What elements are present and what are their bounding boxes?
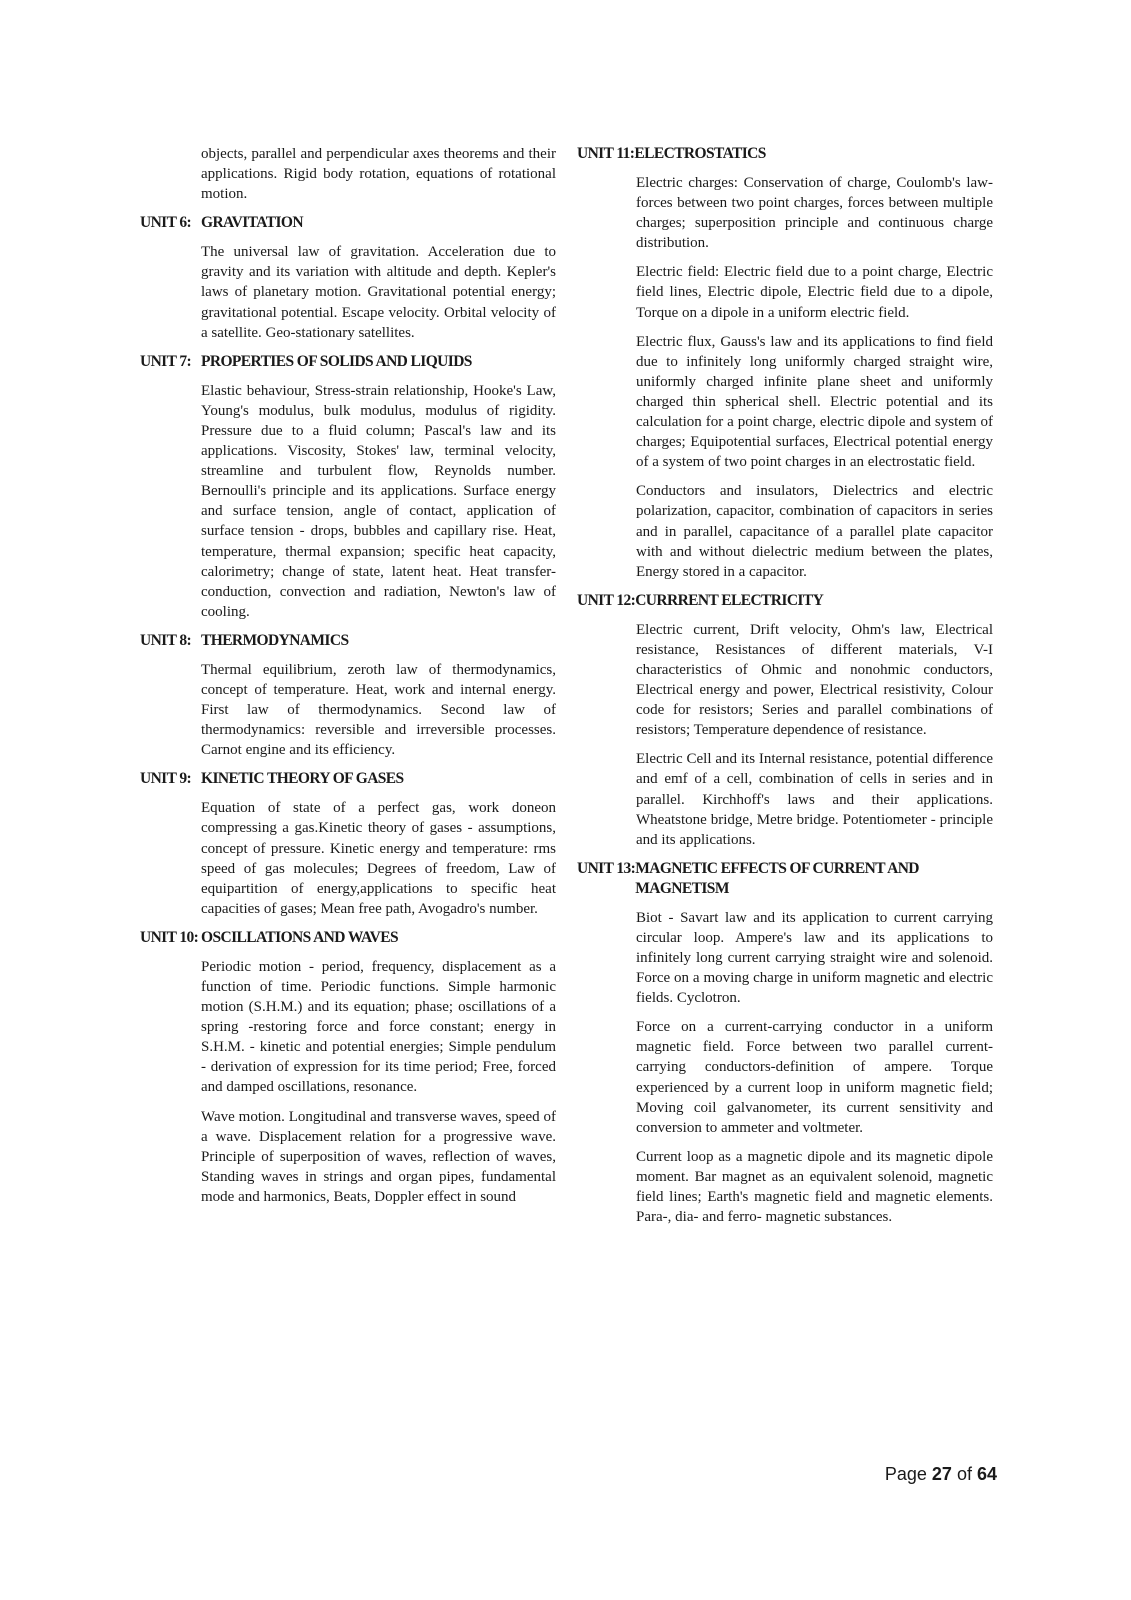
unit-title: THERMODYNAMICS xyxy=(201,631,349,649)
unit-paragraph: Electric current, Drift velocity, Ohm's law, Electrical resistance, Resistances of different materials, V-I characteristics of Ohmic and nonohmic conductors, Electrical energy and power, Electrical resistivity, Colour code for resistors; Series and parallel combinations of resistors; Temperature dependence of resistance. xyxy=(636,621,993,739)
unit-title: ELECTROSTATICS xyxy=(634,145,766,162)
right-column xyxy=(577,144,993,1236)
unit-paragraph: Force on a current-carrying conductor in a uniform magnetic field. Force between two parallel current-carrying conductors-definition of ampere. Torque experienced by a current loop in uniform magnetic field; Moving coil galvanometer, its current sensitivity and conversion to ammeter and voltmeter. xyxy=(636,1019,993,1136)
unit-number: UNIT 10: xyxy=(140,928,199,946)
unit-number: UNIT 6: xyxy=(140,214,192,232)
unit-heading xyxy=(577,591,993,611)
unit-12 xyxy=(577,591,993,850)
unit-heading xyxy=(140,769,556,789)
unit-number: UNIT 13: xyxy=(577,859,636,877)
unit-10 xyxy=(140,928,556,1207)
unit-paragraph: Electric flux, Gauss's law and its applications to find field due to infinitely long uniformly charged straight wire, uniformly charged infinite plane sheet and uniformly charged thin spherical shell. Electric potential and its calculation for a point charge, electric dipole and system of charges; Equipotential surfaces, Electrical potential energy of a system of two point charges in an electrostatic field. xyxy=(636,333,993,471)
unit-title: MAGNETIC EFFECTS OF CURRENT AND MAGNETISM xyxy=(635,859,919,897)
left-column xyxy=(140,144,556,1216)
unit-paragraph: Electric charges: Conservation of charge, Coulomb's law-forces between two point charges, forces between multiple charges; superposition principle and continuous charge distribution. xyxy=(636,175,993,252)
unit-paragraph: Wave motion. Longitudinal and transverse waves, speed of a wave. Displacement relation for a progressive wave. Principle of superposition of waves, reflection of waves, Standing waves in strings and organ pipes, fundamental mode and harmonics, Beats, Doppler effect in sound xyxy=(201,1108,556,1205)
unit-paragraph: Conductors and insulators, Dielectrics and electric polarization, capacitor, combination of capacitors in series and in parallel, capacitance of a parallel plate capacitor with and without dielectric medium between the plates, Energy stored in a capacitor. xyxy=(636,483,993,580)
unit-heading xyxy=(140,631,556,651)
unit-paragraph: Electric field: Electric field due to a point charge, Electric field lines, Electric dipole, Electric field due to a dipole, Torque on a dipole in a uniform electric field. xyxy=(636,264,993,321)
unit-heading xyxy=(577,144,993,164)
page-number xyxy=(885,1464,997,1485)
unit-paragraph: Periodic motion - period, frequency, displacement as a function of time. Periodic functions. Simple harmonic motion (S.H.M.) and its equation; phase; oscillations of a spring -restoring force and force constant; energy in S.H.M. - kinetic and potential energies; Simple pendulum - derivation of expression for its time period; Free, forced and damped oscillations, resonance. xyxy=(201,958,556,1096)
unit-heading xyxy=(140,352,556,372)
page-separator: of xyxy=(956,1464,972,1484)
unit-paragraph: Current loop as a magnetic dipole and its magnetic dipole moment. Bar magnet as an equivalent solenoid, magnetic field lines; Earth's magnetic field and magnetic elements. Para-, dia- and ferro- magnetic substances. xyxy=(636,1148,993,1226)
unit-paragraph: Equation of state of a perfect gas, work doneon compressing a gas.Kinetic theory of gases - assumptions, concept of pressure. Kinetic energy and temperature: rms speed of gas molecules; Degrees of freedom, Law of equipartition of energy,applications to specific heat capacities of gases; Mean free path, Avogadro's number. xyxy=(201,800,556,917)
unit-7 xyxy=(140,352,556,622)
unit-paragraph: Thermal equilibrium, zeroth law of thermodynamics, concept of temperature. Heat, work and internal energy. First law of thermodynamics. Second law of thermodynamics: reversible and irreversible processes. Carnot engine and its efficiency. xyxy=(201,661,556,759)
unit-title: OSCILLATIONS AND WAVES xyxy=(201,928,398,946)
unit-number: UNIT 8: xyxy=(140,631,192,649)
unit-paragraph: Electric Cell and its Internal resistance, potential difference and emf of a cell, combination of cells in series and in parallel. Kirchhoff's laws and their applications. Wheatstone bridge, Metre bridge. Potentiometer - principle and its applications. xyxy=(636,751,993,848)
unit-heading xyxy=(140,928,556,948)
unit-heading xyxy=(140,213,556,233)
unit-title: GRAVITATION xyxy=(201,214,303,232)
unit-number: UNIT 9: xyxy=(140,770,192,788)
unit-heading xyxy=(577,859,993,899)
unit-number: UNIT 7: xyxy=(140,352,192,370)
unit-11 xyxy=(577,144,993,582)
page-prefix: Page xyxy=(884,1464,927,1484)
unit-9 xyxy=(140,769,556,919)
unit-13 xyxy=(577,859,993,1227)
unit-title: PROPERTIES OF SOLIDS AND LIQUIDS xyxy=(201,352,472,370)
unit-8 xyxy=(140,631,556,760)
unit-paragraph: Elastic behaviour, Stress-strain relationship, Hooke's Law, Young's modulus, bulk modulus, modulus of rigidity. Pressure due to a fluid column; Pascal's law and its applications. Viscosity, Stokes' law, terminal velocity, streamline and turbulent flow, Reynolds number. Bernoulli's principle and its applications. Surface energy and surface tension, angle of contact, application of surface tension - drops, bubbles and capillary rise. Heat, temperature, thermal expansion; specific heat capacity, calorimetry; change of state, latent heat. Heat transfer-conduction, convection and radiation, Newton's law of cooling. xyxy=(201,382,556,620)
unit-number: UNIT 11: xyxy=(577,145,635,162)
unit-number: UNIT 12: xyxy=(577,591,636,609)
current-page: 27 xyxy=(931,1464,952,1484)
unit-title: CURRRENT ELECTRICITY xyxy=(635,591,824,609)
total-pages: 64 xyxy=(976,1464,997,1484)
unit-6 xyxy=(140,213,556,342)
unit-paragraph: The universal law of gravitation. Acceleration due to gravity and its variation with altitude and depth. Kepler's laws of planetary motion. Gravitational potential energy; gravitational potential. Escape velocity. Orbital velocity of a satellite. Geo-stationary satellites. xyxy=(201,244,556,341)
unit-paragraph: Biot - Savart law and its application to current carrying circular loop. Ampere's law and its applications to infinitely long current carrying straight wire and solenoid. Force on a moving charge in uniform magnetic and electric fields. Cyclotron. xyxy=(636,909,993,1007)
unit-title: KINETIC THEORY OF GASES xyxy=(201,770,404,788)
continuation-paragraph: objects, parallel and perpendicular axes theorems and their applications. Rigid body rotation, equations of rotational motion. xyxy=(201,146,556,203)
